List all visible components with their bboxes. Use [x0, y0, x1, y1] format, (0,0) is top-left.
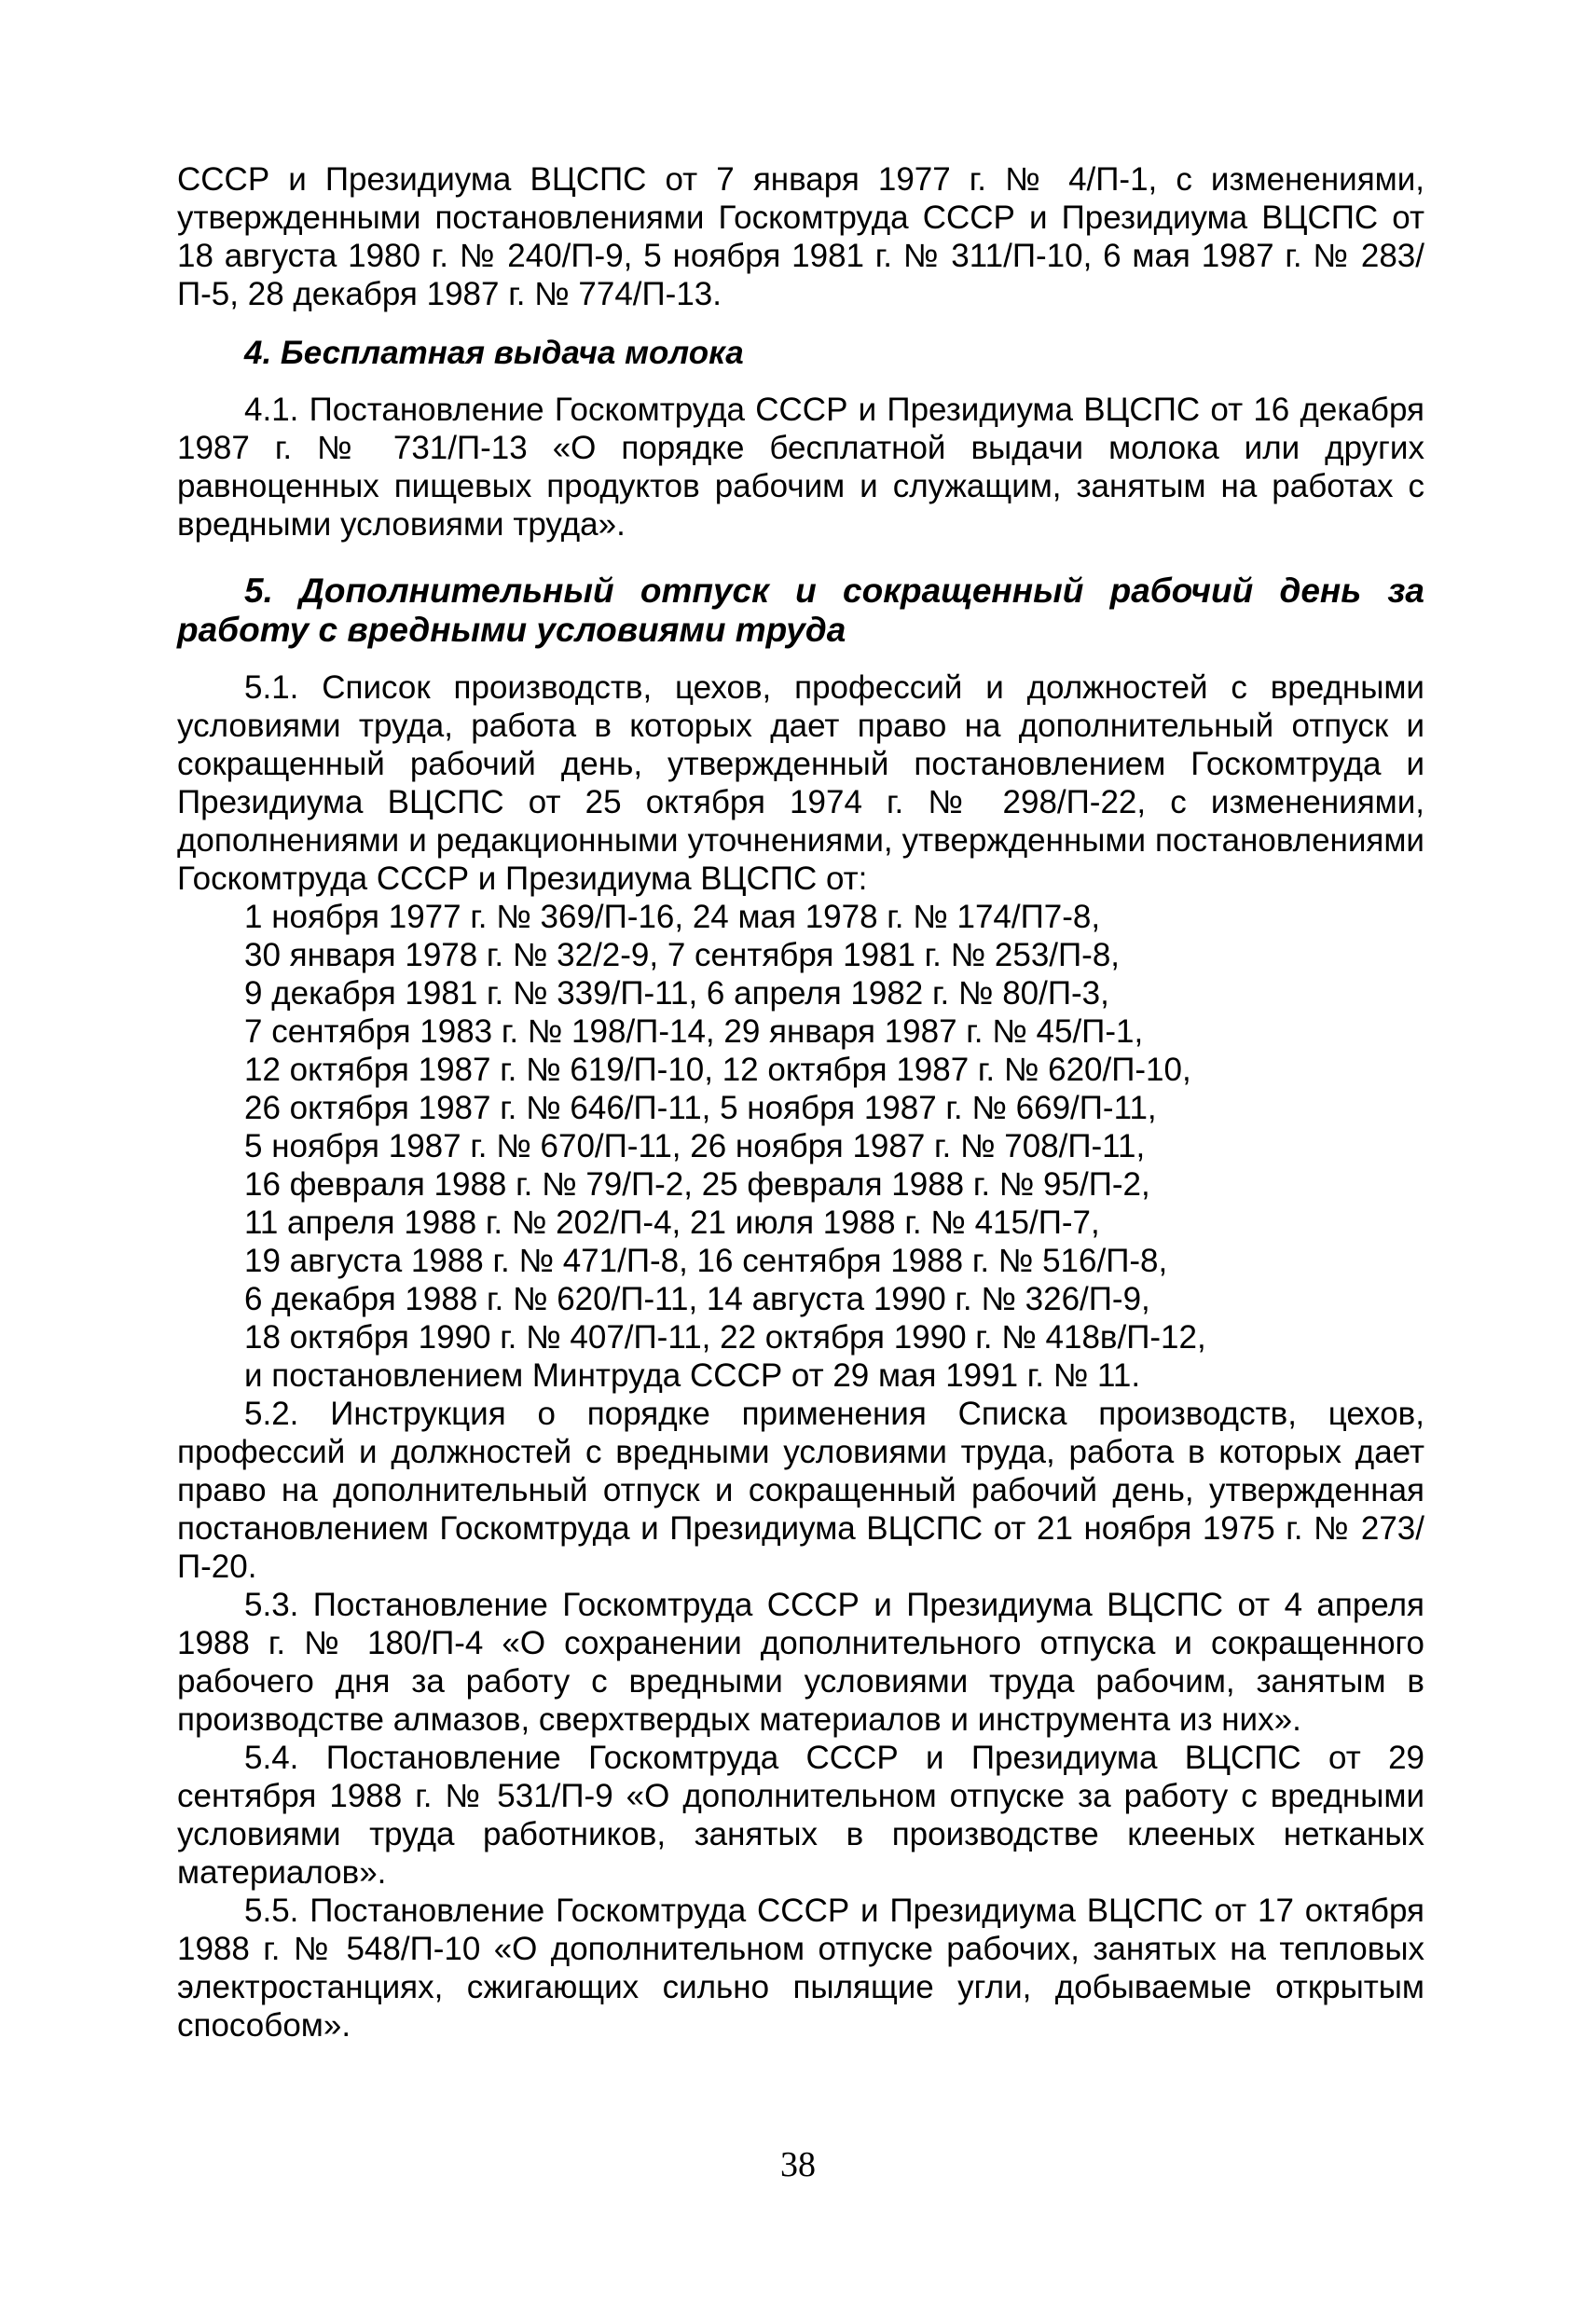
amendment-line: 5 ноября 1987 г. № 670/П-11, 26 ноября 1987 г. № 708/П-11,	[244, 1128, 1146, 1164]
paragraph-5-2: 5.2. Инструкция о порядке применения Списка производств, цехов, профессий и должностей с вредными условиями труда, работа в которых дает право на дополнительный отпуск и сокращенный рабочий день, утвержденная постановлением Госкомтруда и Президиума ВЦСПС от 21 ноября 1975 г. № 273/П-20.	[177, 1396, 1424, 1585]
amendments-list	[177, 898, 1424, 1395]
paragraph-5-5: 5.5. Постановление Госкомтруда СССР и Президиума ВЦСПС от 17 октября 1988 г. № 548/П-10 «О дополнительном отпуске рабочих, занятых на тепловых электростанциях, сжигающих сильно пылящие угли, добываемые открытым способом».	[177, 1893, 1424, 2044]
amendment-line: 11 апреля 1988 г. № 202/П-4, 21 июля 1988 г. № 415/П-7,	[244, 1205, 1100, 1241]
amendment-line: 7 сентября 1983 г. № 198/П-14, 29 января 1987 г. № 45/П-1,	[244, 1013, 1144, 1050]
amendment-line: и постановлением Минтруда СССР от 29 мая 1991 г. № 11.	[244, 1357, 1141, 1394]
paragraph-5-3: 5.3. Постановление Госкомтруда СССР и Президиума ВЦСПС от 4 апреля 1988 г. № 180/П-4 «О сохранении дополнительного отпуска и сокращенного рабочего дня за работу с вредными условиями труда рабочим, занятым в производстве алмазов, сверхтвердых материалов и инструмента из них».	[177, 1587, 1424, 1738]
amendment-line: 6 декабря 1988 г. № 620/П-11, 14 августа 1990 г. № 326/П-9,	[244, 1281, 1150, 1317]
amendment-line: 16 февраля 1988 г. № 79/П-2, 25 февраля 1988 г. № 95/П-2,	[244, 1166, 1150, 1203]
section-5-heading: 5. Дополнительный отпуск и сокращенный рабочий день за работу с вредными условиями труда	[177, 571, 1424, 649]
amendment-line: 19 августа 1988 г. № 471/П-8, 16 сентября 1988 г. № 516/П-8,	[244, 1243, 1168, 1279]
amendment-line: 26 октября 1987 г. № 646/П-11, 5 ноября 1987 г. № 669/П-11,	[244, 1090, 1157, 1126]
amendment-line: 18 октября 1990 г. № 407/П-11, 22 октября 1990 г. № 418в/П-12,	[244, 1319, 1206, 1356]
amendment-line: 9 декабря 1981 г. № 339/П-11, 6 апреля 1982 г. № 80/П-3,	[244, 975, 1109, 1012]
intro-paragraph: СССР и Президиума ВЦСПС от 7 января 1977 г. № 4/П-1, с изменениями, утвержденными постановлениями Госкомтруда СССР и Президиума ВЦСПС от 18 августа 1980 г. № 240/П-9, 5 ноября 1981 г. № 311/П-10, 6 мая 1987 г. № 283/П-5, 28 декабря 1987 г. № 774/П-13.	[177, 161, 1424, 312]
document-page	[177, 160, 1424, 2045]
paragraph-5-4: 5.4. Постановление Госкомтруда СССР и Президиума ВЦСПС от 29 сентября 1988 г. № 531/П-9 «О дополнительном отпуске за работу с вредными условиями труда работников, занятых в производстве клееных нетканых материалов».	[177, 1740, 1424, 1891]
amendment-line: 12 октября 1987 г. № 619/П-10, 12 октября 1987 г. № 620/П-10,	[244, 1052, 1191, 1088]
paragraph-5-1: 5.1. Список производств, цехов, профессий и должностей с вредными условиями труда, работа в которых дает право на дополнительный отпуск и сокращенный рабочий день, утвержденный постановлением Госкомтруда и Президиума ВЦСПС от 25 октября 1974 г. № 298/П-22, с изменениями, дополнениями и редакционными уточнениями, утвержденными постановлениями Госкомтруда СССР и Президиума ВЦСПС от:	[177, 669, 1424, 897]
section-4-heading: 4. Бесплатная выдача молока	[244, 335, 744, 371]
amendment-line: 1 ноября 1977 г. № 369/П-16, 24 мая 1978 г. № 174/П7-8,	[244, 899, 1101, 935]
amendment-line: 30 января 1978 г. № 32/2-9, 7 сентября 1981 г. № 253/П-8,	[244, 937, 1121, 973]
page-number: 38	[780, 2145, 816, 2184]
paragraph-4-1: 4.1. Постановление Госкомтруда СССР и Президиума ВЦСПС от 16 декабря 1987 г. № 731/П-13 «О порядке бесплатной выдачи молока или других равноценных пищевых продуктов рабочим и служащим, занятым на работах с вредными условиями труда».	[177, 392, 1424, 543]
